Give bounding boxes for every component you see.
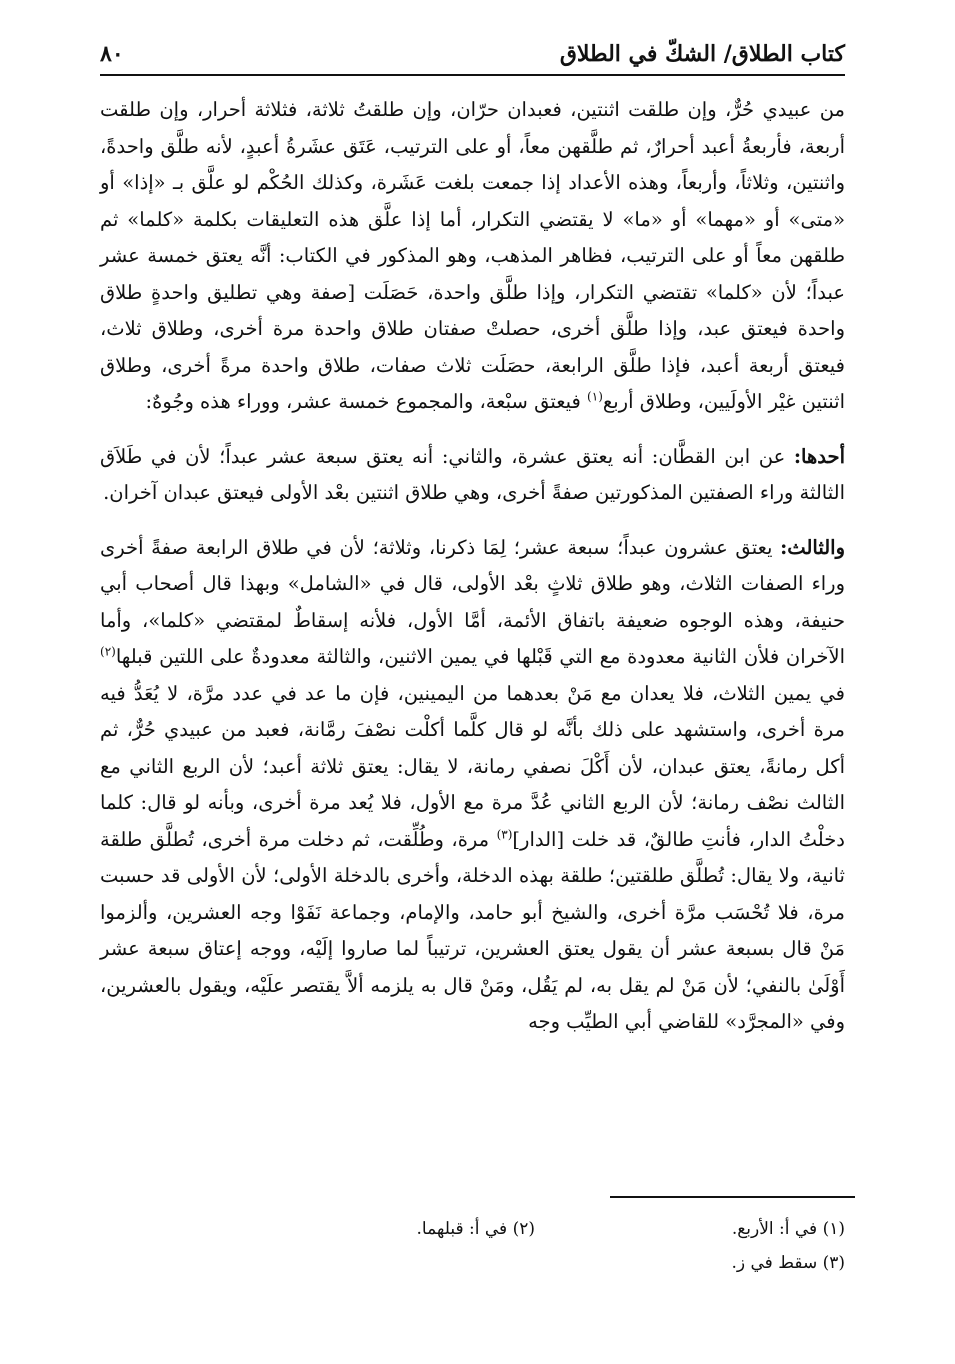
footnote-1: (١) في أ: الأربع. [731,1219,845,1239]
footnote-3: (٣) سقط في ز. [731,1253,845,1273]
paragraph-1 [100,92,845,421]
page-number: ٨٠ [100,41,124,67]
main-text [100,92,845,1059]
running-head [100,38,845,70]
header-rule [100,74,845,76]
footnote-ref-3: (٣) [496,827,513,841]
paragraph-2 [100,439,845,512]
paragraph-3-lead: والثالث: [780,535,845,559]
paragraph-1-end: فيعتق سبْعة، والمجموع خمسة عشر، ووراء هذه وجُوهٌ: [145,390,588,413]
paragraph-1-text: من عبيدي حُرٌّ، وإن طلقت اثنتين، فعبدان حرّان، وإن طلقتُ ثلاثة، فثلاثة أحرار، وإن طلقت أربعة، فأربعةُ أعبد أحرارٌ، ثم طلَّقهن معاً، أو على الترتيب، عَتَق عشَرةُ أعبدٍ، لأنه طلَّق واحدةً، واثنتين، وثلاثاً، وأربعاً، وهذه الأعداد إذا جمعت بلغت عَشَرة، وكذلك الحُكْم لو علَّق بـ «إذا» أو «متى» أو «مهما» أو «ما» لا يقتضي التكرار، أما إذا علَّق هذه التعليقات بكلمة «كلما» ثم طلقهن معاً أو على الترتيب، فظاهر المذهب، وهو المذكور في الكتاب: أنَّه يعتق خمسة عشر عبداً؛ لأن «كلما» تقتضي التكرار، وإذا طلَّق واحدة، حَصَلَت [صفة وهي تطليق واحدةٍ طلاق واحدة فيعتق عبد، وإذا طلَّق أخرى، حصلتْ صفتان طلاق واحدة مرة أخرى، وطلاق ثلاث، فيعتق أربعة أعبد، فإذا طلَّق الرابعة، حصَلَت ثلاث صفات، طلاق واحدة مرةً أخرى، وطلاق اثنتين غيْر الأولَيين، وطلاق أربع [100,98,845,413]
header-title: كتاب الطلاق/ الشكّ في الطلاق [559,41,845,67]
paragraph-2-text: عن ابن القطَّان: أنه يعتق عشرة، والثاني: أنه يعتق سبعة عشر عبداً؛ لأن في طَلاَق الثالثة وراء الصفتين المذكورتين صفةً أخرى، وهي طلاق اثنتين بعْد الأولى فيعتق عبدان آخران. [100,444,845,504]
footnote-2: (٢) في أ: قبلهما. [416,1219,535,1239]
paragraph-2-lead: أحدها: [793,444,845,468]
footnote-row [110,1212,845,1246]
footnote-row [110,1246,845,1280]
paragraph-3-text-b: في يمين الثلاث، فلا يعدان مع مَنْ بعدهما من اليمينين، فإن ما عد في عدد مرَّة، لا يُعَدُّ فيه مرة أخرى، واستشهد على ذلك بأنَّه لو قال كلَّما أكلْت نصْفَ رمَّانة، فعبد من عبيدي حُرٌّ، ثم أكل رمانةً، يعتق عبدان، لأن أَكْلَ نصفي رمانة، لا يقال: يعتق ثلاثة أعبد؛ لأن الربع الثاني مع الثالث نصْف رمانة؛ لأن الربع الثاني عُدَّ مرة مع الأول، فلا يُعد مرة أخرى، وبأنه لو قال: كلما دخلْتُ الدار، فأنتِ طالقٌ، قد خلت [الدار] [100,681,845,851]
footnote-ref-1: (١) [587,389,603,404]
footnote-rule [610,1196,855,1198]
paragraph-3-text-a: يعتق عشرون عبداً؛ سبعة عشر؛ لِمَا ذكرنا، وثلاثة؛ لأن في طلاق الرابعة صفةً أخرى وراء الصفات الثلاث، وهو طلاق ثلاثٍ بعْد الأولى، قال في «الشامل» وبهذا قال أصحاب أبي حنيفة، وهذه الوجوه ضعيفة باتفاق الأئمة، أمَّا الأول، فلأنه إسقاطٌ لمقتضي «كلما»، وأما الآخران فلأن الثانية معدودة مع التي قَبْلها في يمين الاثنين، والثالثة معدودةٌ على اللتين قبلها [100,535,845,668]
footnote-ref-2: (٢) [100,644,116,659]
paragraph-3 [100,530,845,1041]
footnotes [110,1212,845,1280]
paragraph-3-text-c: مرة، وطُلِّقت، ثم دخلت مرة أخرى، تُطلَّق طلقة ثانية، ولا يقال: تُطلَّق طلقتين؛ طلقة بهذه الدخلة، وأخرى بالدخلة الأولى؛ لأن الأولى قد حسبت مرة، فلا تُحْسَب مرَّة أخرى، والشيخ أبو حامد، والإمام، وجماعة نَفَوْا وجه العشرين، وألزموا مَنْ قال بسبعة عشر أن يقول يعتق العشرين، ترتيباً لما صاروا إلَيْه، ووجه إعتاق سبعة عشر أَوْلَىٰ بالنفي؛ لأن مَنْ لم يقل به، لم يَقُل، ومَنْ قال به يلزمه ألاَّ يقتصر علَيْه، ويقول بالعشرين، وفي «المجرَّد» للقاضي أبي الطيِّب وجه [100,827,845,1033]
